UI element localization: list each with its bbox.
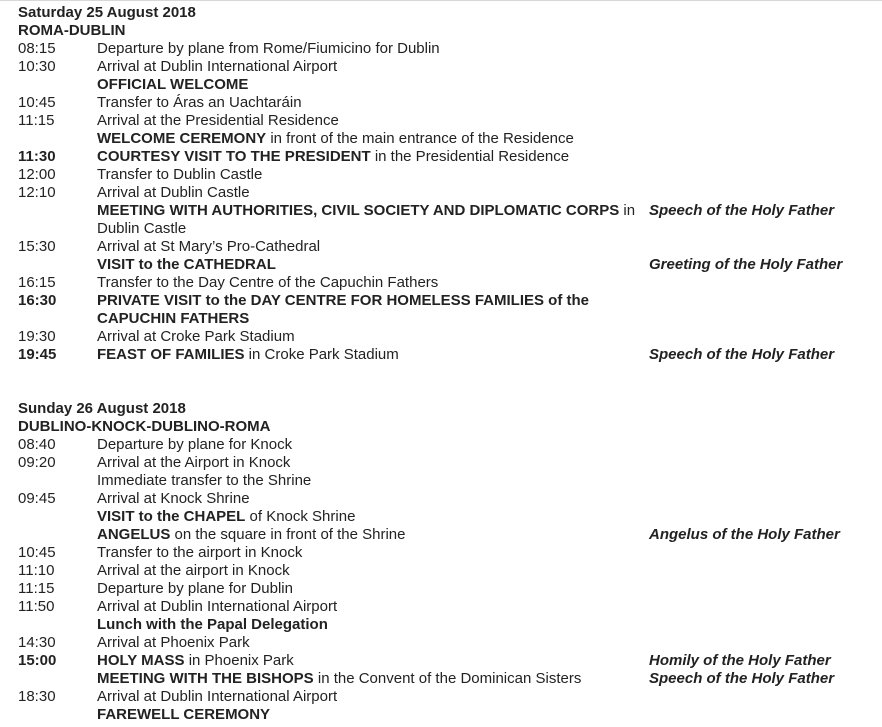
event-detail: in Phoenix Park xyxy=(184,652,294,669)
event-detail: Arrival at the airport in Knock xyxy=(97,562,290,579)
event-time: 11:15 xyxy=(18,580,55,597)
event-time: 12:00 xyxy=(18,166,56,183)
event-time xyxy=(18,706,97,724)
event-detail: Transfer to Áras an Uachtaráin xyxy=(97,94,302,111)
event-time: 19:30 xyxy=(18,328,56,345)
event-detail: Arrival at St Mary’s Pro-Cathedral xyxy=(97,238,321,255)
event-title: FAREWELL CEREMONY xyxy=(97,706,271,723)
event-time: 11:30 xyxy=(18,148,56,165)
event-time xyxy=(18,616,97,634)
schedule-row xyxy=(18,112,882,130)
speech-note xyxy=(649,634,882,652)
event-detail: Transfer to the airport in Knock xyxy=(97,544,303,561)
event-detail: Arrival at Knock Shrine xyxy=(97,490,250,507)
event-description xyxy=(97,166,649,184)
event-detail: Arrival at the Airport in Knock xyxy=(97,454,291,471)
event-detail: Transfer to Dublin Castle xyxy=(97,166,263,183)
day-route: DUBLINO-KNOCK-DUBLINO-ROMA xyxy=(18,418,271,435)
schedule-row xyxy=(18,688,882,706)
speech-note xyxy=(649,454,882,472)
event-time: 09:45 xyxy=(18,490,56,507)
event-title: MEETING WITH AUTHORITIES, CIVIL SOCIETY AND DIPLOMATIC CORPS xyxy=(97,202,620,219)
day-spacer xyxy=(18,364,882,400)
schedule-row xyxy=(18,148,882,166)
event-detail: in front of the main entrance of the Residence xyxy=(266,130,574,147)
event-title: WELCOME CEREMONY xyxy=(97,130,267,147)
event-description xyxy=(97,436,649,454)
event-detail: Immediate transfer to the Shrine xyxy=(97,472,312,489)
event-detail: Arrival at Dublin International Airport xyxy=(97,688,338,705)
event-title: Lunch with the Papal Delegation xyxy=(97,616,328,633)
event-time: 08:15 xyxy=(18,40,56,57)
event-time xyxy=(18,130,97,148)
event-detail: in the Presidential Residence xyxy=(370,148,570,165)
event-description xyxy=(97,202,649,238)
speech-note xyxy=(649,238,882,256)
event-description xyxy=(97,688,649,706)
speech-note xyxy=(649,94,882,112)
speech-note: Speech of the Holy Father xyxy=(649,670,835,687)
schedule-row xyxy=(18,616,882,634)
speech-note xyxy=(649,490,882,508)
event-description xyxy=(97,544,649,562)
schedule-row xyxy=(18,40,882,58)
speech-note: Angelus of the Holy Father xyxy=(649,526,840,543)
event-description xyxy=(97,148,649,166)
event-time: 10:30 xyxy=(18,58,56,75)
schedule-row xyxy=(18,166,882,184)
event-description xyxy=(97,130,649,148)
speech-note xyxy=(649,130,882,148)
schedule-row xyxy=(18,256,882,274)
speech-note: Greeting of the Holy Father xyxy=(649,256,843,273)
schedule-row xyxy=(18,346,882,364)
day-section xyxy=(18,400,882,724)
speech-note xyxy=(649,58,882,76)
event-title: OFFICIAL WELCOME xyxy=(97,76,249,93)
schedule-row xyxy=(18,490,882,508)
event-time xyxy=(18,508,97,526)
event-detail: Arrival at Phoenix Park xyxy=(97,634,250,651)
event-time: 11:10 xyxy=(18,562,55,579)
day-date: Sunday 26 August 2018 xyxy=(18,400,186,417)
event-detail: of Knock Shrine xyxy=(245,508,356,525)
event-title: MEETING WITH THE BISHOPS xyxy=(97,670,314,687)
event-description xyxy=(97,454,649,472)
event-time: 10:45 xyxy=(18,544,56,561)
speech-note xyxy=(649,706,882,724)
schedule-row xyxy=(18,598,882,616)
event-description xyxy=(97,490,649,508)
event-time: 18:30 xyxy=(18,688,56,705)
event-title: HOLY MASS xyxy=(97,652,185,669)
event-time: 16:15 xyxy=(18,274,56,291)
speech-note xyxy=(649,562,882,580)
event-detail: in the Convent of the Dominican Sisters xyxy=(313,670,582,687)
event-title: ANGELUS xyxy=(97,526,171,543)
schedule-row xyxy=(18,652,882,670)
event-time: 14:30 xyxy=(18,634,56,651)
event-description xyxy=(97,292,649,328)
schedule-row xyxy=(18,184,882,202)
schedule-row xyxy=(18,472,882,490)
speech-note xyxy=(649,148,882,166)
speech-note xyxy=(649,292,882,328)
schedule-row xyxy=(18,634,882,652)
day-route: ROMA-DUBLIN xyxy=(18,22,126,39)
event-description xyxy=(97,706,649,724)
schedule-row xyxy=(18,508,882,526)
top-border xyxy=(0,0,882,1)
event-time xyxy=(18,202,97,238)
schedule xyxy=(18,4,882,724)
event-description xyxy=(97,94,649,112)
schedule-row xyxy=(18,76,882,94)
schedule-row xyxy=(18,526,882,544)
speech-note xyxy=(649,508,882,526)
speech-note: Speech of the Holy Father xyxy=(649,346,835,363)
schedule-row xyxy=(18,130,882,148)
schedule-row xyxy=(18,562,882,580)
event-detail: Departure by plane for Dublin xyxy=(97,580,293,597)
schedule-row xyxy=(18,292,882,328)
event-description xyxy=(97,256,649,274)
schedule-row xyxy=(18,274,882,292)
speech-note xyxy=(649,598,882,616)
event-detail: Departure by plane from Rome/Fiumicino for Dublin xyxy=(97,40,440,57)
event-description xyxy=(97,472,649,490)
speech-note xyxy=(649,40,882,58)
schedule-row xyxy=(18,544,882,562)
schedule-row xyxy=(18,202,882,238)
day-section xyxy=(18,4,882,364)
event-description xyxy=(97,238,649,256)
event-description xyxy=(97,526,649,544)
event-time xyxy=(18,670,97,688)
schedule-row xyxy=(18,58,882,76)
event-description xyxy=(97,670,649,688)
event-detail: Arrival at the Presidential Residence xyxy=(97,112,339,129)
event-detail: in Croke Park Stadium xyxy=(244,346,399,363)
event-title: VISIT to the CATHEDRAL xyxy=(97,256,276,273)
event-detail: in Dublin Castle xyxy=(97,202,636,237)
speech-note: Speech of the Holy Father xyxy=(649,202,835,219)
event-detail: Arrival at Dublin International Airport xyxy=(97,598,338,615)
speech-note: Homily of the Holy Father xyxy=(649,652,831,669)
schedule-row xyxy=(18,328,882,346)
schedule-row xyxy=(18,580,882,598)
speech-note xyxy=(649,580,882,598)
event-description xyxy=(97,580,649,598)
event-description xyxy=(97,328,649,346)
event-detail: on the square in front of the Shrine xyxy=(170,526,406,543)
day-date: Saturday 25 August 2018 xyxy=(18,4,196,21)
event-time: 15:00 xyxy=(18,652,57,669)
event-title: COURTESY VISIT TO THE PRESIDENT xyxy=(97,148,371,165)
event-title: PRIVATE VISIT to the DAY CENTRE FOR HOMELESS FAMILIES of the CAPUCHIN FATHERS xyxy=(97,292,589,327)
schedule-row xyxy=(18,436,882,454)
speech-note xyxy=(649,688,882,706)
event-time: 12:10 xyxy=(18,184,56,201)
speech-note xyxy=(649,184,882,202)
event-detail: Arrival at Dublin Castle xyxy=(97,184,250,201)
event-title: FEAST OF FAMILIES xyxy=(97,346,245,363)
event-time xyxy=(18,76,97,94)
speech-note xyxy=(649,76,882,94)
schedule-row xyxy=(18,94,882,112)
event-description xyxy=(97,508,649,526)
event-time xyxy=(18,256,97,274)
event-description xyxy=(97,616,649,634)
event-time: 08:40 xyxy=(18,436,56,453)
speech-note xyxy=(649,112,882,130)
event-description xyxy=(97,346,649,364)
event-time: 15:30 xyxy=(18,238,56,255)
speech-note xyxy=(649,328,882,346)
event-description xyxy=(97,598,649,616)
event-detail: Transfer to the Day Centre of the Capuchin Fathers xyxy=(97,274,439,291)
event-time: 10:45 xyxy=(18,94,56,111)
schedule-row xyxy=(18,670,882,688)
event-time: 09:20 xyxy=(18,454,56,471)
event-time: 16:30 xyxy=(18,292,57,309)
event-time xyxy=(18,526,97,544)
event-time: 11:15 xyxy=(18,112,55,129)
event-time xyxy=(18,472,97,490)
event-description xyxy=(97,652,649,670)
event-description xyxy=(97,634,649,652)
speech-note xyxy=(649,472,882,490)
speech-note xyxy=(649,544,882,562)
event-description xyxy=(97,40,649,58)
event-description xyxy=(97,76,649,94)
speech-note xyxy=(649,166,882,184)
speech-note xyxy=(649,616,882,634)
event-time: 11:50 xyxy=(18,598,55,615)
event-time: 19:45 xyxy=(18,346,57,363)
event-detail: Departure by plane for Knock xyxy=(97,436,293,453)
schedule-row xyxy=(18,454,882,472)
speech-note xyxy=(649,436,882,454)
schedule-row xyxy=(18,238,882,256)
event-description xyxy=(97,184,649,202)
schedule-row xyxy=(18,706,882,724)
event-description xyxy=(97,562,649,580)
event-detail: Arrival at Croke Park Stadium xyxy=(97,328,295,345)
event-description xyxy=(97,274,649,292)
event-title: VISIT to the CHAPEL xyxy=(97,508,246,525)
event-description xyxy=(97,58,649,76)
event-detail: Arrival at Dublin International Airport xyxy=(97,58,338,75)
speech-note xyxy=(649,274,882,292)
event-description xyxy=(97,112,649,130)
